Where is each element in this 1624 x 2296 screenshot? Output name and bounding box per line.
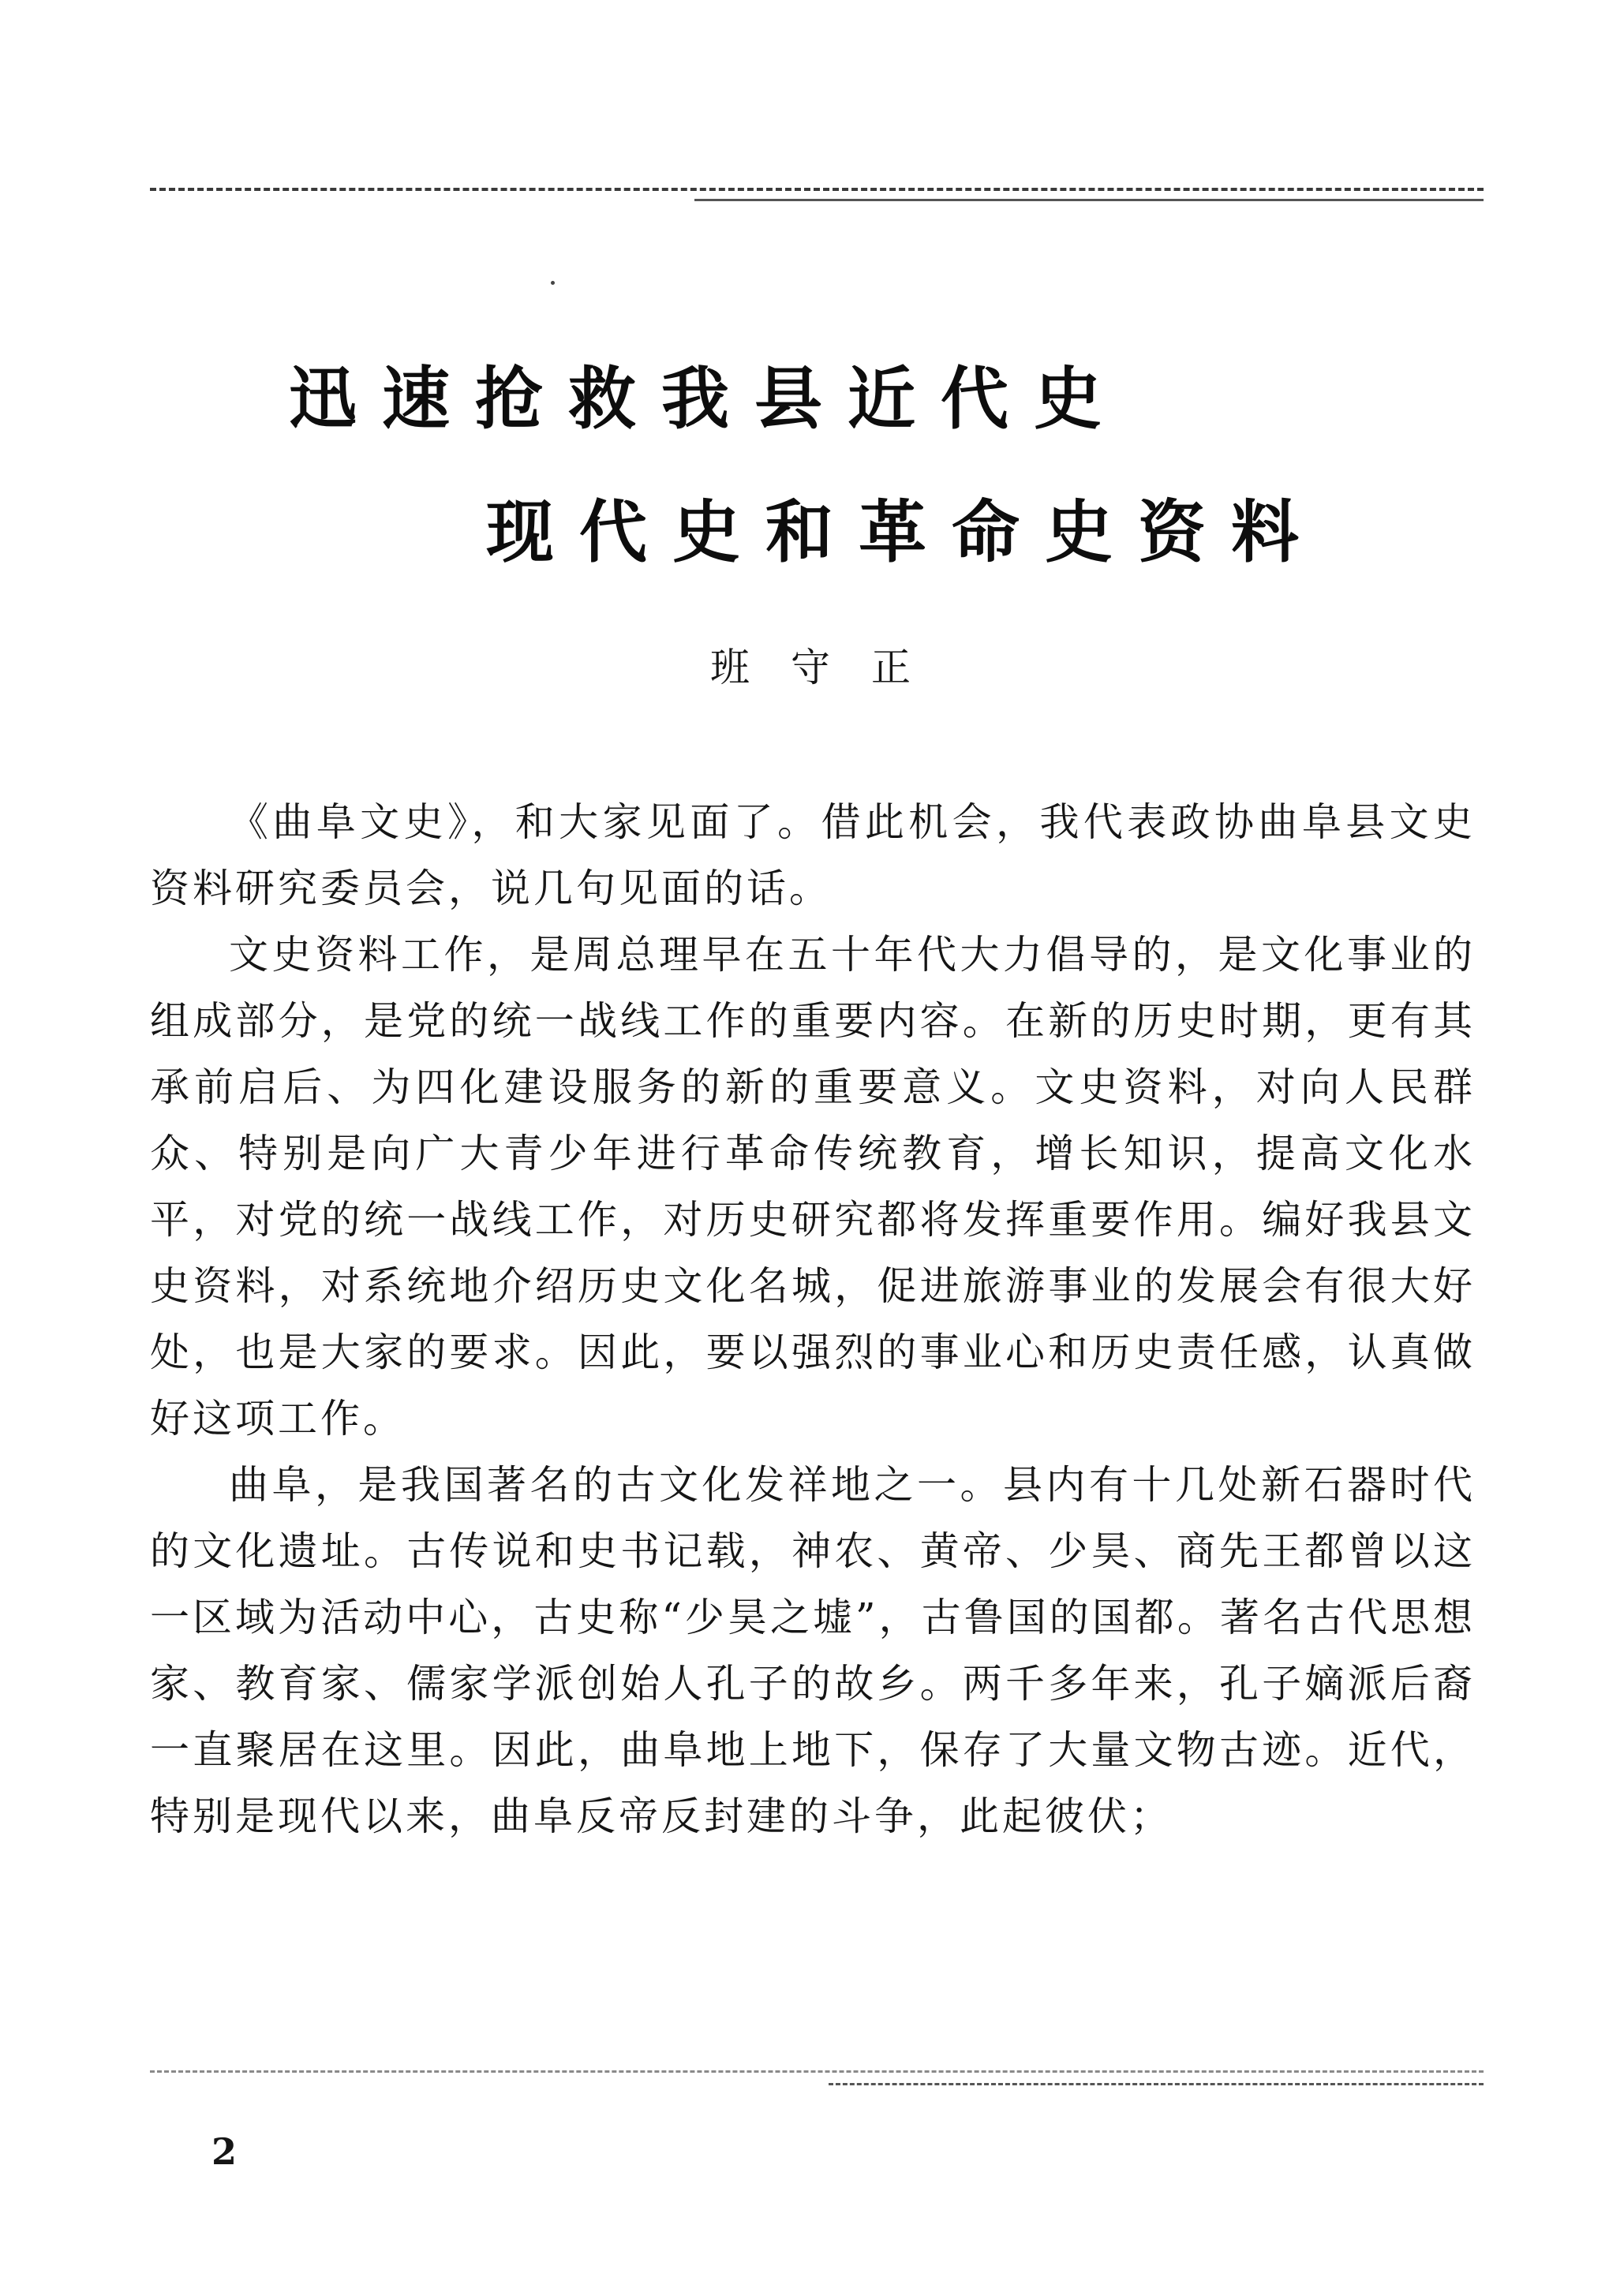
body-paragraph-2: 文史资料工作，是周总理早在五十年代大力倡导的，是文化事业的组成部分，是党的统一战线工作的重要内容。在新的历史时期，更有其承前启后、为四化建设服务的新的重要意义。文史资料，对向人民群众、特别是向广大青少年进行革命传统教育，增长知识，提高文化水平，对党的统一战线工作，对历史研究都将发挥重要作用。编好我县文史资料，对系统地介绍历史文化名城，促进旅游事业的发展会有很大好处，也是大家的要求。因此，要以强烈的事业心和历史责任感，认真做好这项工作。 [150, 932, 1476, 1442]
body-paragraph-1: 《曲阜文史》，和大家见面了。借此机会，我代表政协曲阜县文史资料研究委员会，说几句见面的话。 [150, 799, 1476, 911]
header-rule-secondary [694, 199, 1484, 201]
scan-speck [551, 281, 555, 285]
article-title-line-2: 现代史和革命史资料 [486, 493, 1324, 572]
article-body [150, 789, 1476, 1849]
article-title-line-1: 迅速抢救我县近代史 [289, 360, 1127, 439]
body-paragraph-3: 曲阜，是我国著名的古文化发祥地之一。县内有十几处新石器时代的文化遗址。古传说和史书记载，神农、黄帝、少昊、商先王都曾以这一区域为活动中心，古史称“少昊之墟”，古鲁国的国都。著名古代思想家、教育家、儒家学派创始人孔子的故乡。两千多年来，孔子嫡派后裔一直聚居在这里。因此，曲阜地上地下，保存了大量文物古迹。近代，特别是现代以来，曲阜反帝反封建的斗争，此起彼伏； [150, 1462, 1476, 1839]
header-rule [150, 188, 1484, 191]
footer-rule [150, 2070, 1484, 2073]
footer-rule-secondary [829, 2083, 1484, 2085]
article-author: 班守正 [710, 645, 952, 690]
page-number: 2 [211, 2130, 238, 2173]
